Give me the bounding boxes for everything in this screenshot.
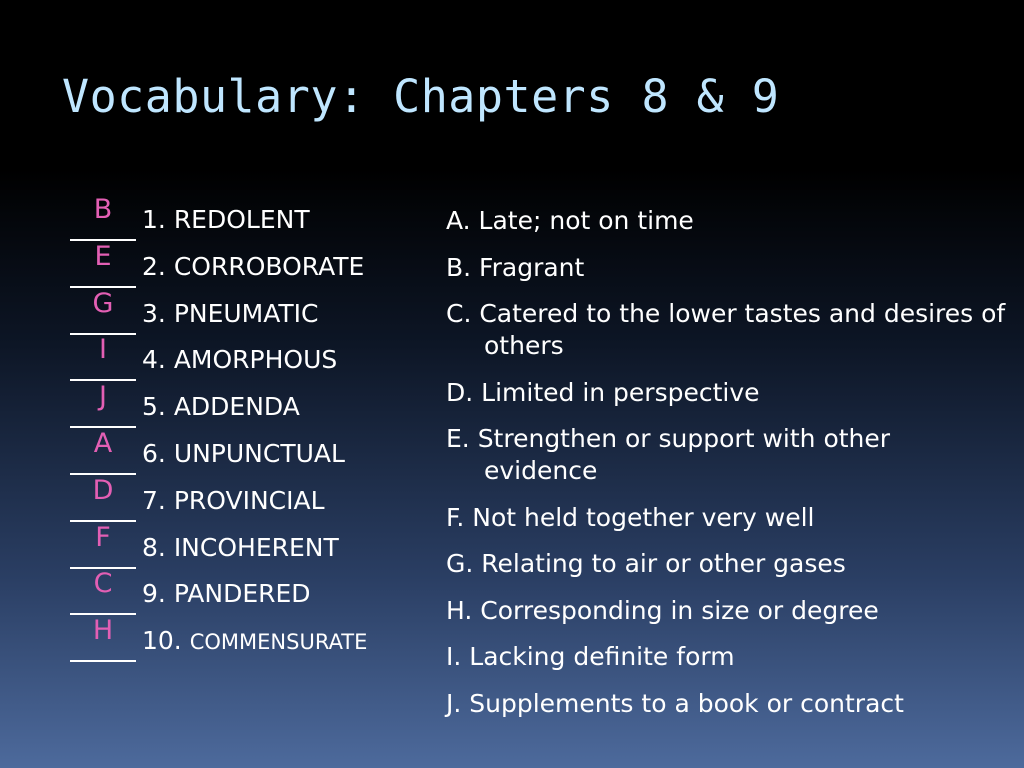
term-item-1 (70, 194, 430, 244)
term-number: 5. (142, 392, 166, 422)
term-number: 4. (142, 345, 166, 375)
term-text (142, 534, 339, 562)
definition-i: I. Lacking definite form (446, 642, 735, 671)
definition-e: E. Strengthen or support with other evidence (446, 424, 891, 485)
answer-letter: A (93, 427, 113, 459)
definition-c: C. Catered to the lower tastes and desires of others (446, 299, 1006, 360)
answer-letter: F (95, 521, 111, 553)
vocabulary-terms-list (70, 194, 430, 665)
term-item-8 (70, 521, 430, 572)
answer-letter: D (92, 474, 114, 506)
term-item-9 (70, 568, 430, 618)
term-item-6 (70, 427, 430, 478)
term-number: 10. (142, 626, 182, 656)
term-item-7 (70, 474, 430, 525)
term-text (142, 206, 310, 234)
answer-letter: E (94, 240, 112, 272)
slide-title: Vocabulary: Chapters 8 & 9 (62, 70, 780, 123)
term-number: 9. (142, 579, 166, 609)
term-text (142, 440, 345, 468)
term-word: COMMENSURATE (189, 630, 368, 655)
definition-f: F. Not held together very well (446, 502, 815, 532)
definition-j: J. Supplements to a book or contract (446, 688, 904, 718)
term-item-4 (70, 334, 430, 384)
term-word: PROVINCIAL (173, 485, 325, 515)
answer-letter: B (93, 194, 113, 225)
term-word: CORROBORATE (173, 251, 365, 281)
definition-h: H. Corresponding in size or degree (446, 595, 879, 625)
definition-g: G. Relating to air or other gases (446, 549, 846, 578)
term-number: 1. (142, 205, 166, 234)
term-number: 2. (142, 251, 166, 281)
definitions-list (446, 205, 1006, 734)
term-number: 6. (142, 438, 166, 468)
term-item-5 (70, 381, 430, 431)
term-item-3 (70, 287, 430, 338)
term-word: INCOHERENT (173, 532, 339, 562)
answer-letter: C (93, 568, 113, 600)
term-text (142, 300, 319, 328)
term-text (142, 627, 367, 656)
term-word: PANDERED (173, 579, 311, 609)
definition-d: D. Limited in perspective (446, 377, 760, 407)
definition-a: A. Late; not on time (446, 206, 694, 235)
term-word: PNEUMATIC (173, 298, 319, 328)
answer-letter: G (92, 287, 114, 319)
term-item-10 (70, 615, 430, 665)
term-text (142, 393, 300, 421)
term-text (142, 487, 325, 515)
term-text (142, 253, 364, 281)
term-number: 7. (142, 485, 166, 515)
term-number: 8. (142, 532, 166, 562)
term-text (142, 346, 337, 374)
answer-letter: J (99, 381, 107, 413)
definition-b: B. Fragrant (446, 252, 585, 282)
term-word: UNPUNCTUAL (173, 438, 345, 468)
term-word: REDOLENT (173, 205, 310, 234)
term-word: AMORPHOUS (173, 345, 338, 375)
term-number: 3. (142, 298, 166, 328)
answer-letter: I (99, 334, 107, 366)
answer-letter: H (92, 615, 114, 647)
term-text (142, 580, 311, 608)
term-word: ADDENDA (173, 392, 300, 422)
term-item-2 (70, 240, 430, 291)
